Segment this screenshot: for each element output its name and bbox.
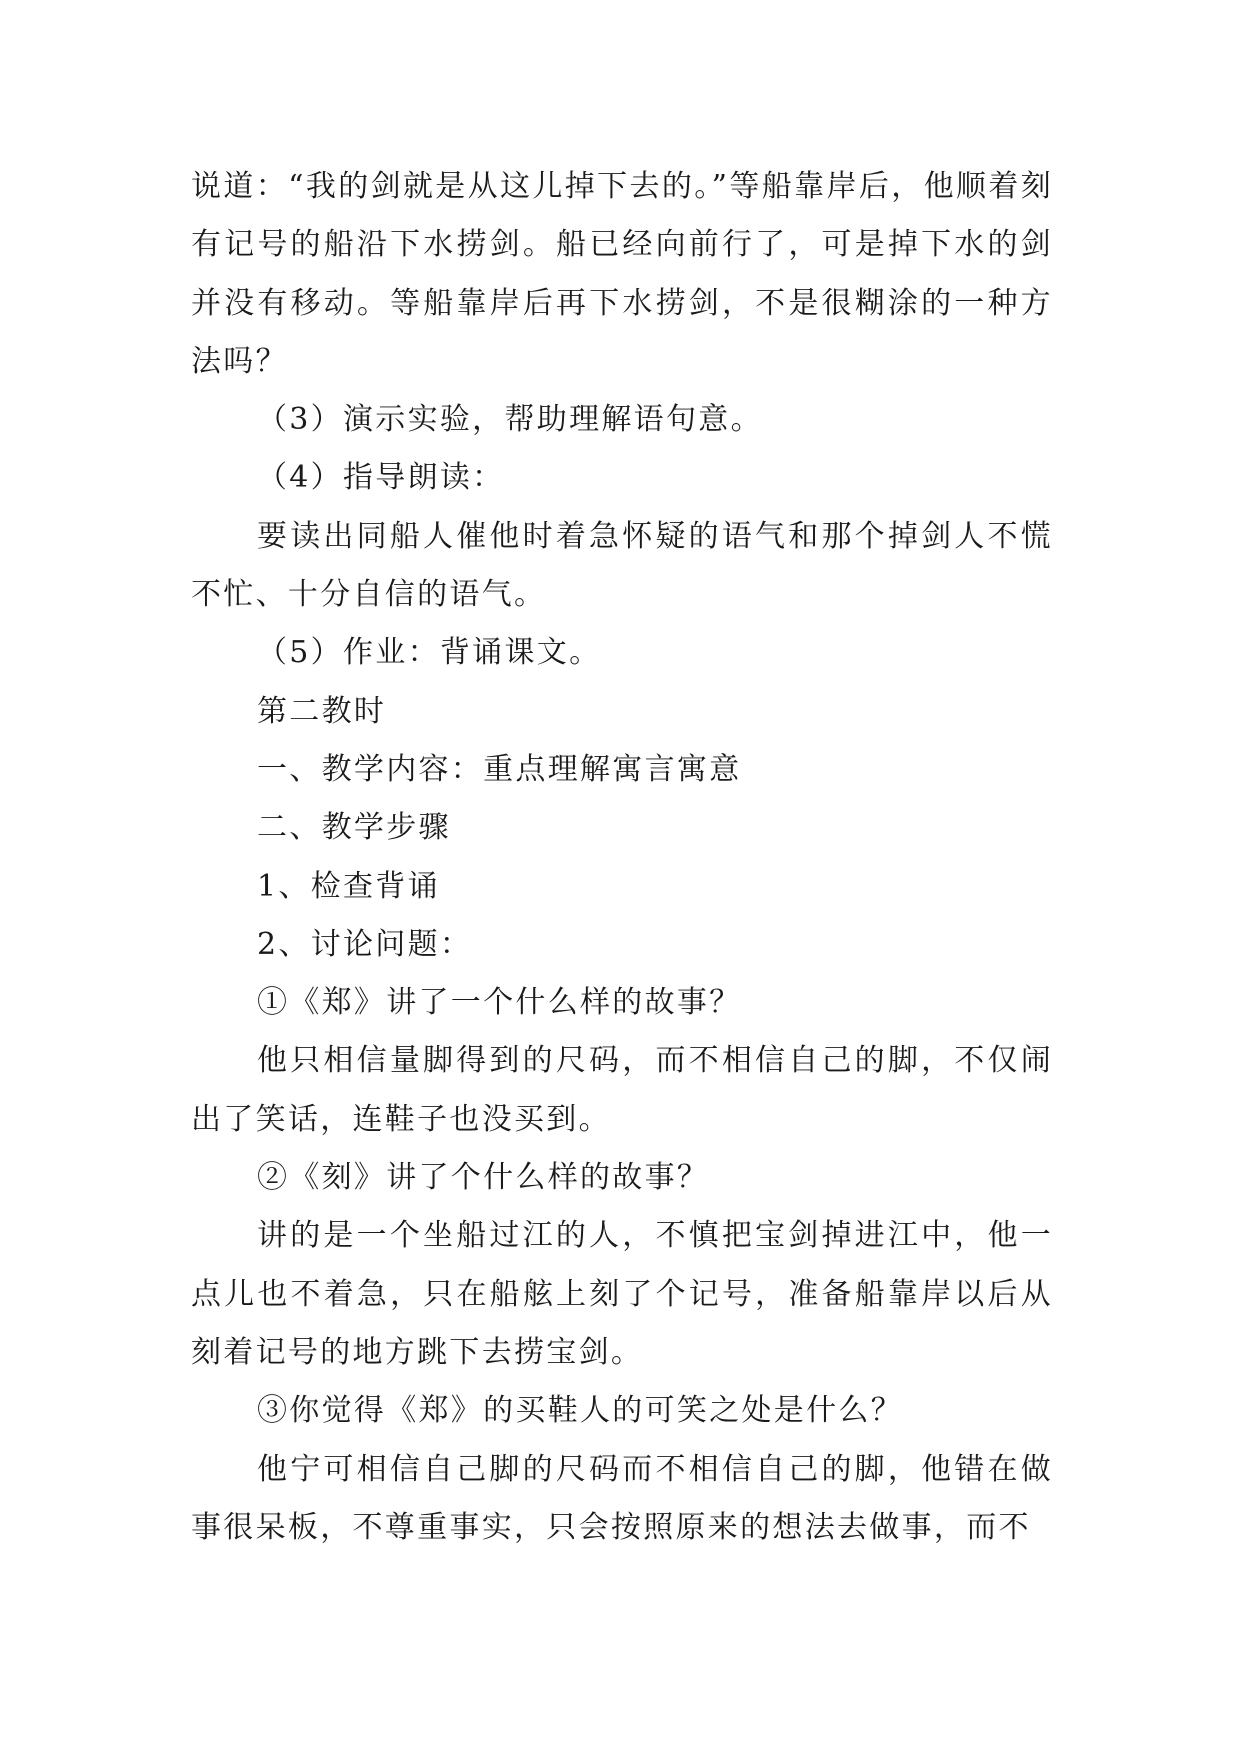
paragraph-1: 说道：“我的剑就是从这儿掉下去的。”等船靠岸后，他顺着刻有记号的船沿下水捞剑。船已经向前行了，可是掉下水的剑并没有移动。等船靠岸后再下水捞剑，不是很糊涂的一种方法吗？ bbox=[191, 169, 1053, 379]
paragraph-7: 一、教学内容：重点理解寓言寓意 bbox=[257, 751, 742, 787]
paragraph-9: 1、检查背诵 bbox=[257, 868, 440, 904]
section-heading: 第二教时 bbox=[257, 693, 387, 729]
document-body bbox=[191, 158, 1053, 1557]
question-1: ①《郑》讲了一个什么样的故事？ bbox=[257, 985, 742, 1021]
question-3: ③你觉得《郑》的买鞋人的可笑之处是什么？ bbox=[257, 1393, 903, 1429]
answer-1: 他只相信量脚得到的尺码，而不相信自己的脚，不仅闹出了笑话，连鞋子也没买到。 bbox=[191, 1043, 1053, 1137]
paragraph-3: （4）指导朗读： bbox=[257, 460, 505, 496]
paragraph-2: （3）演示实验，帮助理解语句意。 bbox=[257, 402, 763, 438]
paragraph-5: （5）作业：背诵课文。 bbox=[257, 635, 602, 671]
question-2: ②《刻》讲了个什么样的故事？ bbox=[257, 1160, 710, 1196]
paragraph-8: 二、教学步骤 bbox=[257, 810, 451, 846]
paragraph-4: 要读出同船人催他时着急怀疑的语气和那个掉剑人不慌不忙、十分自信的语气。 bbox=[191, 518, 1053, 613]
answer-2: 讲的是一个坐船过江的人，不慎把宝剑掉进江中，他一点儿也不着急，只在船舷上刻了个记号，准备船靠岸以后从刻着记号的地方跳下去捞宝剑。 bbox=[191, 1218, 1053, 1370]
paragraph-10: 2、讨论问题： bbox=[257, 926, 473, 962]
answer-3: 他宁可相信自己脚的尺码而不相信自己的脚，他错在做事很呆板，不尊重事实，只会按照原来的想法去做事，而不 bbox=[191, 1451, 1053, 1545]
